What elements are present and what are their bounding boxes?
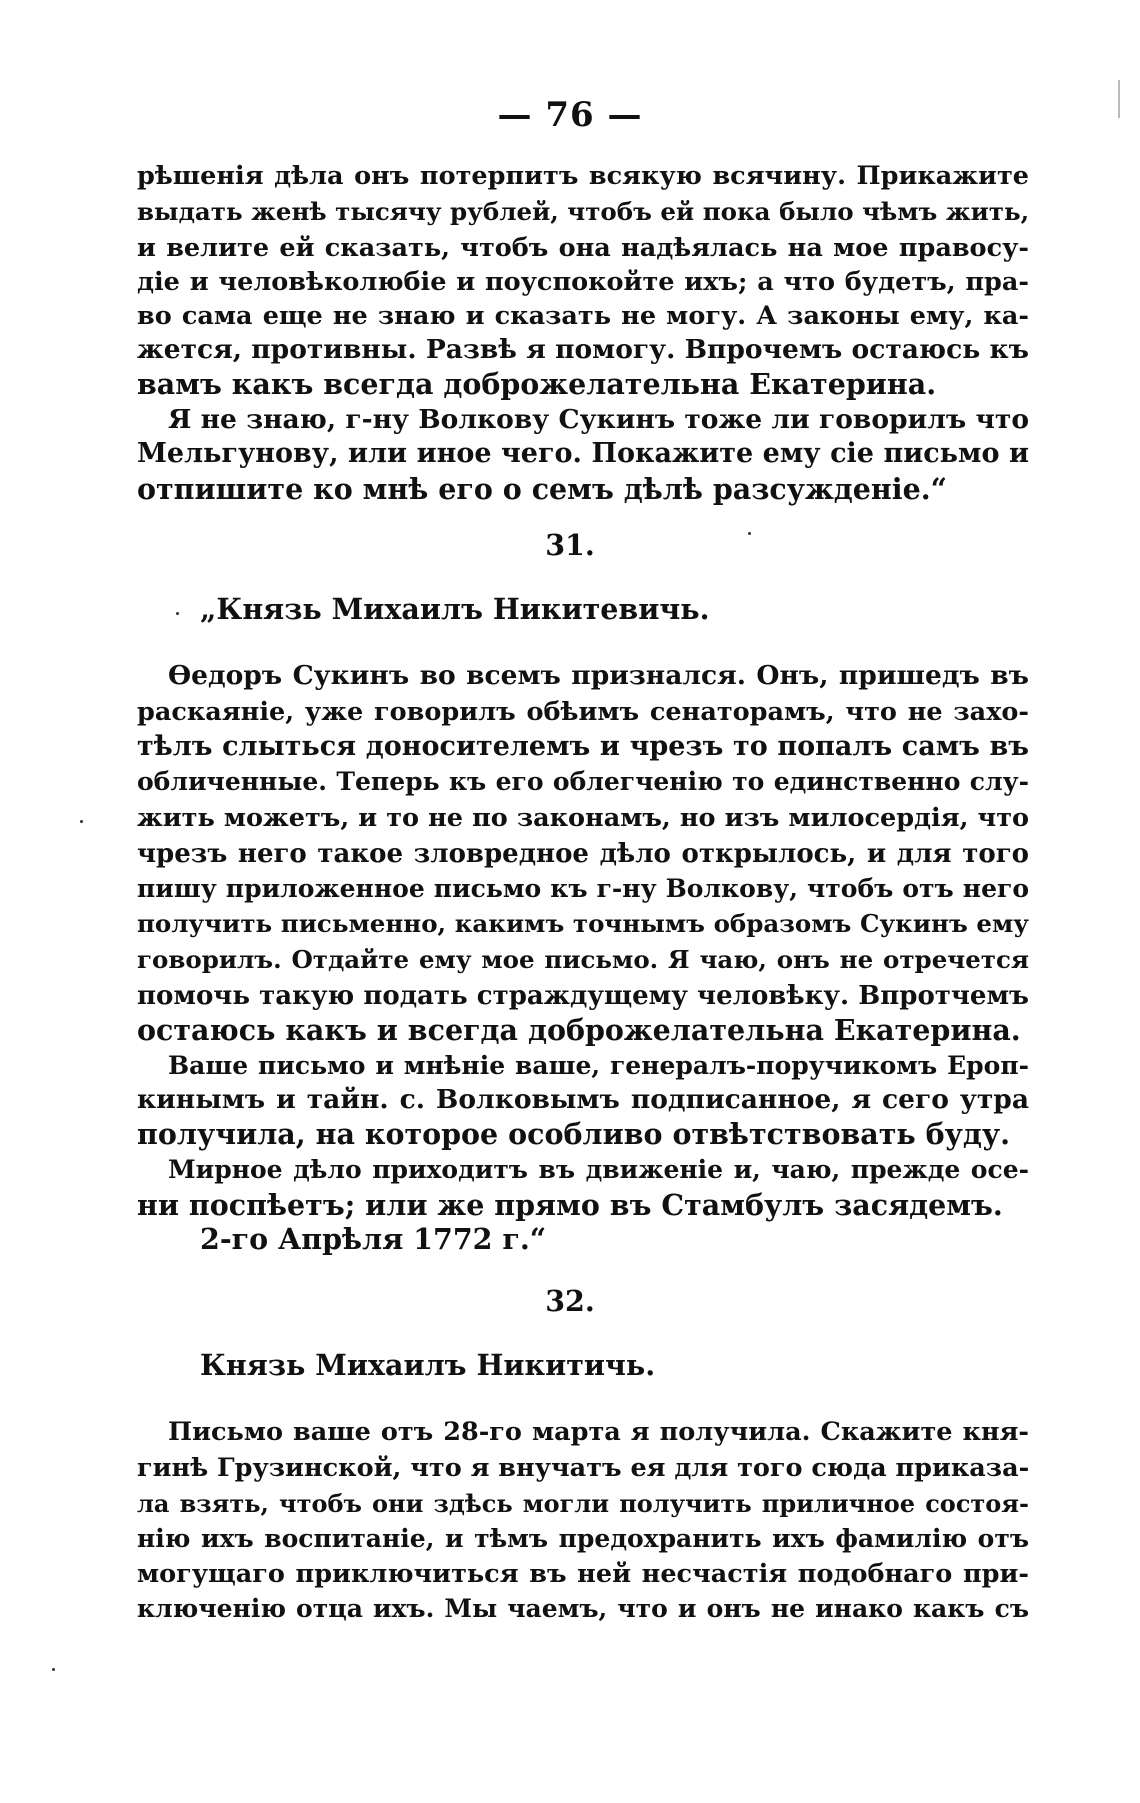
text-line: пишу приложенное письмо къ г-ну Волкову, чтобъ отъ него <box>137 874 1029 903</box>
text-line: говорилъ. Отдайте ему мое письмо. Я чаю, онъ не отречется <box>137 945 1029 974</box>
text-line: во сама еще не знаю и сказать не могу. А законы ему, ка- <box>137 301 1029 331</box>
text-line: тѣлъ слыться доносителемъ и чрезъ то попалъ самъ въ <box>137 731 1029 762</box>
text-line: могущаго приключиться въ ней несчастія подобнаго при- <box>137 1559 1029 1589</box>
text-line: обличенные. Теперь къ его облегченію то единственно слу- <box>137 767 1029 796</box>
text-line: діе и человѣколюбіе и поуспокойте ихъ; а что будетъ, пра- <box>137 267 1029 297</box>
text-line: гинѣ Грузинской, что я внучатъ ея для того сюда приказа- <box>137 1453 1030 1483</box>
text-line: и велите ей сказать, чтобъ она надѣялась на мое правосу- <box>137 233 1029 263</box>
letter-number: 31. <box>545 528 595 562</box>
text-line: Мирное дѣло приходитъ въ движеніе и, чаю, прежде осе- <box>168 1155 1029 1184</box>
ink-speck <box>80 820 83 823</box>
text-line: кинымъ и тайн. с. Волковымъ подписанное, я сего утра <box>137 1084 1029 1115</box>
ink-speck <box>52 1668 55 1671</box>
ink-speck <box>748 532 751 535</box>
text-line: раскаяніе, уже говорилъ обѣимъ сенаторамъ, что не захо- <box>137 697 1029 727</box>
text-line: Письмо ваше отъ 28-го марта я получила. Скажите кня- <box>168 1417 1029 1447</box>
ink-speck <box>176 612 179 615</box>
letter-salutation: „Князь Михаилъ Никитевичь. <box>200 592 710 626</box>
text-line: получила, на которое особливо отвѣтствовать буду. <box>137 1117 1011 1151</box>
text-line: чрезъ него такое зловредное дѣло открылось, и для того <box>137 839 1029 869</box>
text-line: вамъ какъ всегда доброжелательна Екатерина. <box>137 367 937 401</box>
text-line: ключенію отца ихъ. Мы чаемъ, что и онъ не инако какъ съ <box>137 1594 1029 1623</box>
text-line: получить письменно, какимъ точнымъ образомъ Сукинъ ему <box>137 909 1029 938</box>
text-line: жить можетъ, и то не по законамъ, но изъ милосердія, что <box>137 803 1029 833</box>
text-line: остаюсь какъ и всегда доброжелательна Екатерина. <box>137 1013 1021 1047</box>
text-line: Мельгунову, или иное чего. Покажите ему сіе письмо и <box>137 438 1029 469</box>
text-line: Ваше письмо и мнѣніе ваше, генералъ-поручикомъ Ероп- <box>168 1051 1029 1080</box>
text-line: Ѳедоръ Сукинъ во всемъ признался. Онъ, пришедъ въ <box>168 660 1029 691</box>
text-line: помочь такую подать страждущему человѣку. Впротчемъ <box>137 981 1029 1011</box>
text-line: нію ихъ воспитаніе, и тѣмъ предохранить ихъ фамилію отъ <box>137 1524 1029 1553</box>
text-line: жется, противны. Развѣ я помогу. Впрочемъ остаюсь къ <box>137 334 1029 365</box>
text-line: отпишите ко мнѣ его о семъ дѣлѣ разсужденіе.“ <box>137 472 948 506</box>
text-line: ни поспѣетъ; или же прямо въ Стамбулъ засядемъ. <box>137 1188 1003 1222</box>
text-line: выдать женѣ тысячу рублей, чтобъ ей пока было чѣмъ жить, <box>137 197 1030 226</box>
page-number: — 76 — <box>497 95 643 135</box>
text-line: ла взять, чтобъ они здѣсь могли получить приличное состоя- <box>137 1489 1029 1518</box>
letter-number: 32. <box>545 1284 595 1318</box>
letter-salutation: Князь Михаилъ Никитичь. <box>200 1348 656 1382</box>
letter-date: 2-го Апрѣля 1772 г.“ <box>200 1222 547 1256</box>
text-line: рѣшенія дѣла онъ потерпитъ всякую всячину. Прикажите <box>137 161 1029 191</box>
text-line: Я не знаю, г-ну Волкову Сукинъ тоже ли говорилъ что <box>168 404 1029 435</box>
